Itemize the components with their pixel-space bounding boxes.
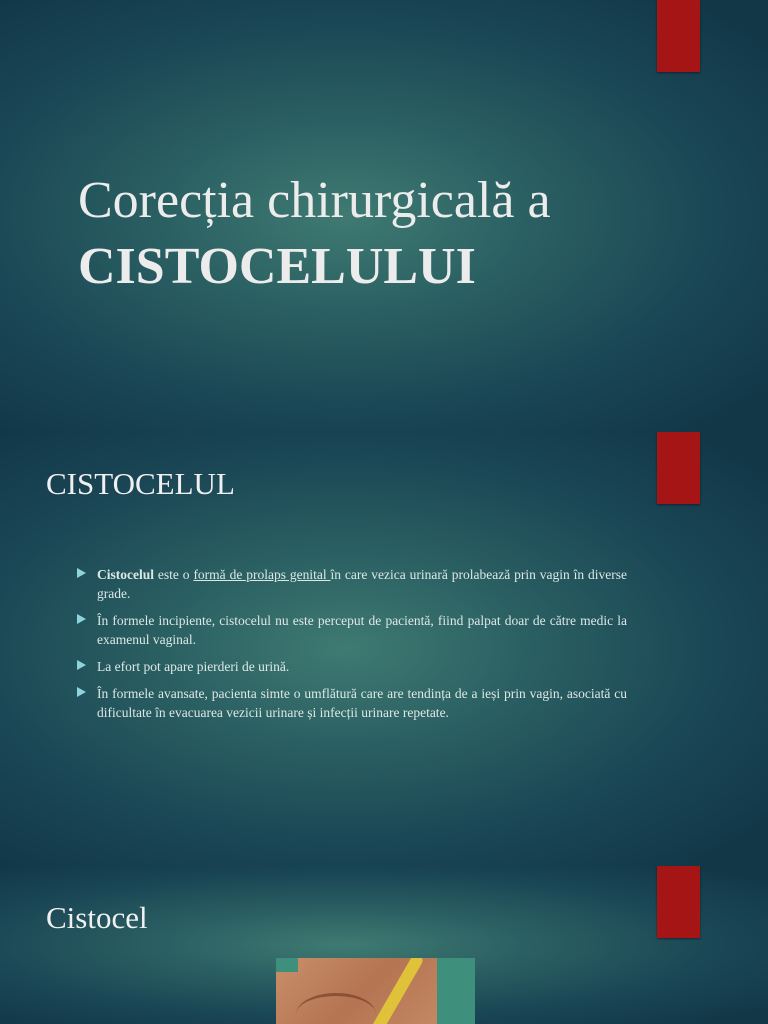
- accent-bar: [657, 866, 700, 938]
- bullet-text: În formele avansate, pacienta simte o umflătură care are tendința de a ieși prin vagin, asociată cu dificultate în evacuarea vezicii urinare și infecții urinare repetate.: [97, 686, 627, 720]
- surgical-drape: [437, 958, 475, 1024]
- tissue-fold: [296, 993, 376, 1024]
- slide-heading: CISTOCELUL: [46, 466, 235, 501]
- bold-term: Cistocelul: [97, 567, 154, 582]
- bullet-arrow-icon: [77, 660, 86, 670]
- bullet-arrow-icon: [77, 614, 86, 624]
- presentation-title: [78, 168, 658, 300]
- bullet-text: este o: [154, 567, 194, 582]
- slide-cistocelul: [0, 432, 768, 866]
- surgical-drape: [276, 958, 298, 972]
- bullet-item: [77, 611, 627, 649]
- title-line-1: Corecția chirurgicală a: [78, 172, 551, 229]
- slide-title: [0, 0, 768, 432]
- slide-heading: Cistocel: [46, 900, 148, 935]
- surgical-photo: [276, 958, 475, 1024]
- bullet-list: [77, 565, 627, 730]
- underlined-link-text[interactable]: formă de prolaps genital: [193, 567, 331, 582]
- accent-bar: [657, 0, 700, 72]
- title-line-2: CISTOCELULUI: [78, 238, 476, 295]
- bullet-item: [77, 657, 627, 676]
- bullet-arrow-icon: [77, 568, 86, 578]
- accent-bar: [657, 432, 700, 504]
- bullet-item: [77, 684, 627, 722]
- bullet-text: La efort pot apare pierderi de urină.: [97, 659, 290, 674]
- bullet-arrow-icon: [77, 687, 86, 697]
- slide-cistocel: [0, 866, 768, 1024]
- bullet-text: în care vezica urinară prolabează prin vagin în diverse grade.: [97, 567, 627, 601]
- bullet-item: [77, 565, 627, 603]
- bullet-text: În formele incipiente, cistocelul nu este perceput de pacientă, fiind palpat doar de către medic la examenul vaginal.: [97, 613, 627, 647]
